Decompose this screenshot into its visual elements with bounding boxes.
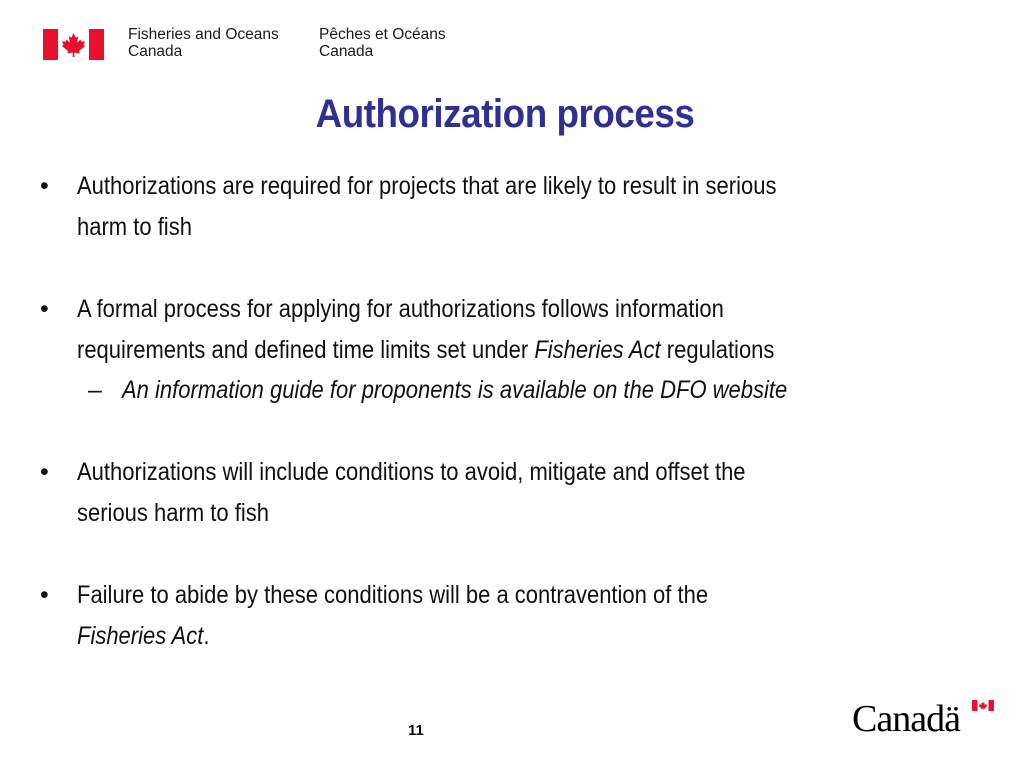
fisheries-act-reference: Fisheries Act xyxy=(534,336,661,364)
bullet-text-plain: requirements and defined time limits set under xyxy=(77,336,535,364)
bullet-text xyxy=(77,452,904,534)
bullet-text xyxy=(77,289,904,371)
bullet-line: serious harm to fish xyxy=(77,499,269,527)
department-french-line1: Pêches et Océans xyxy=(319,26,446,43)
canada-flag-icon xyxy=(43,29,104,60)
bullet-text-plain: . xyxy=(203,622,210,650)
bullet-marker: • xyxy=(40,458,49,486)
department-name-english xyxy=(128,26,279,60)
bullet-line xyxy=(77,330,904,371)
fisheries-act-reference: Fisheries Act xyxy=(77,622,204,650)
sub-bullet-text: An information guide for proponents is available on the DFO website xyxy=(122,376,788,404)
department-french-line2: Canada xyxy=(319,43,374,60)
bullet-line: Authorizations will include conditions to avoid, mitigate and offset the xyxy=(77,458,746,486)
bullet-marker: • xyxy=(40,172,49,200)
sub-bullet-marker: – xyxy=(88,376,102,404)
slide-title: Authorization process xyxy=(315,92,695,136)
page-number: 11 xyxy=(408,722,424,739)
bullet-line: harm to fish xyxy=(77,213,192,241)
bullet-text-plain: regulations xyxy=(660,336,775,364)
bullet-line: A formal process for applying for authorizations follows information xyxy=(77,295,724,323)
canada-wordmark-text: Canadä xyxy=(852,698,960,740)
bullet-marker: • xyxy=(40,295,49,323)
canada-wordmark xyxy=(852,699,994,739)
header xyxy=(0,0,1024,80)
department-english-line2: Canada xyxy=(128,43,183,60)
bullet-text xyxy=(77,166,904,248)
department-english-line1: Fisheries and Oceans xyxy=(128,26,279,43)
department-name-french xyxy=(319,26,446,60)
bullet-text xyxy=(77,575,904,657)
bullet-line xyxy=(77,616,904,657)
bullet-marker: • xyxy=(40,581,49,609)
canada-wordmark-flag-icon xyxy=(972,700,994,711)
bullet-line: Failure to abide by these conditions will be a contravention of the xyxy=(77,581,709,609)
bullet-line: Authorizations are required for projects that are likely to result in serious xyxy=(77,172,777,200)
